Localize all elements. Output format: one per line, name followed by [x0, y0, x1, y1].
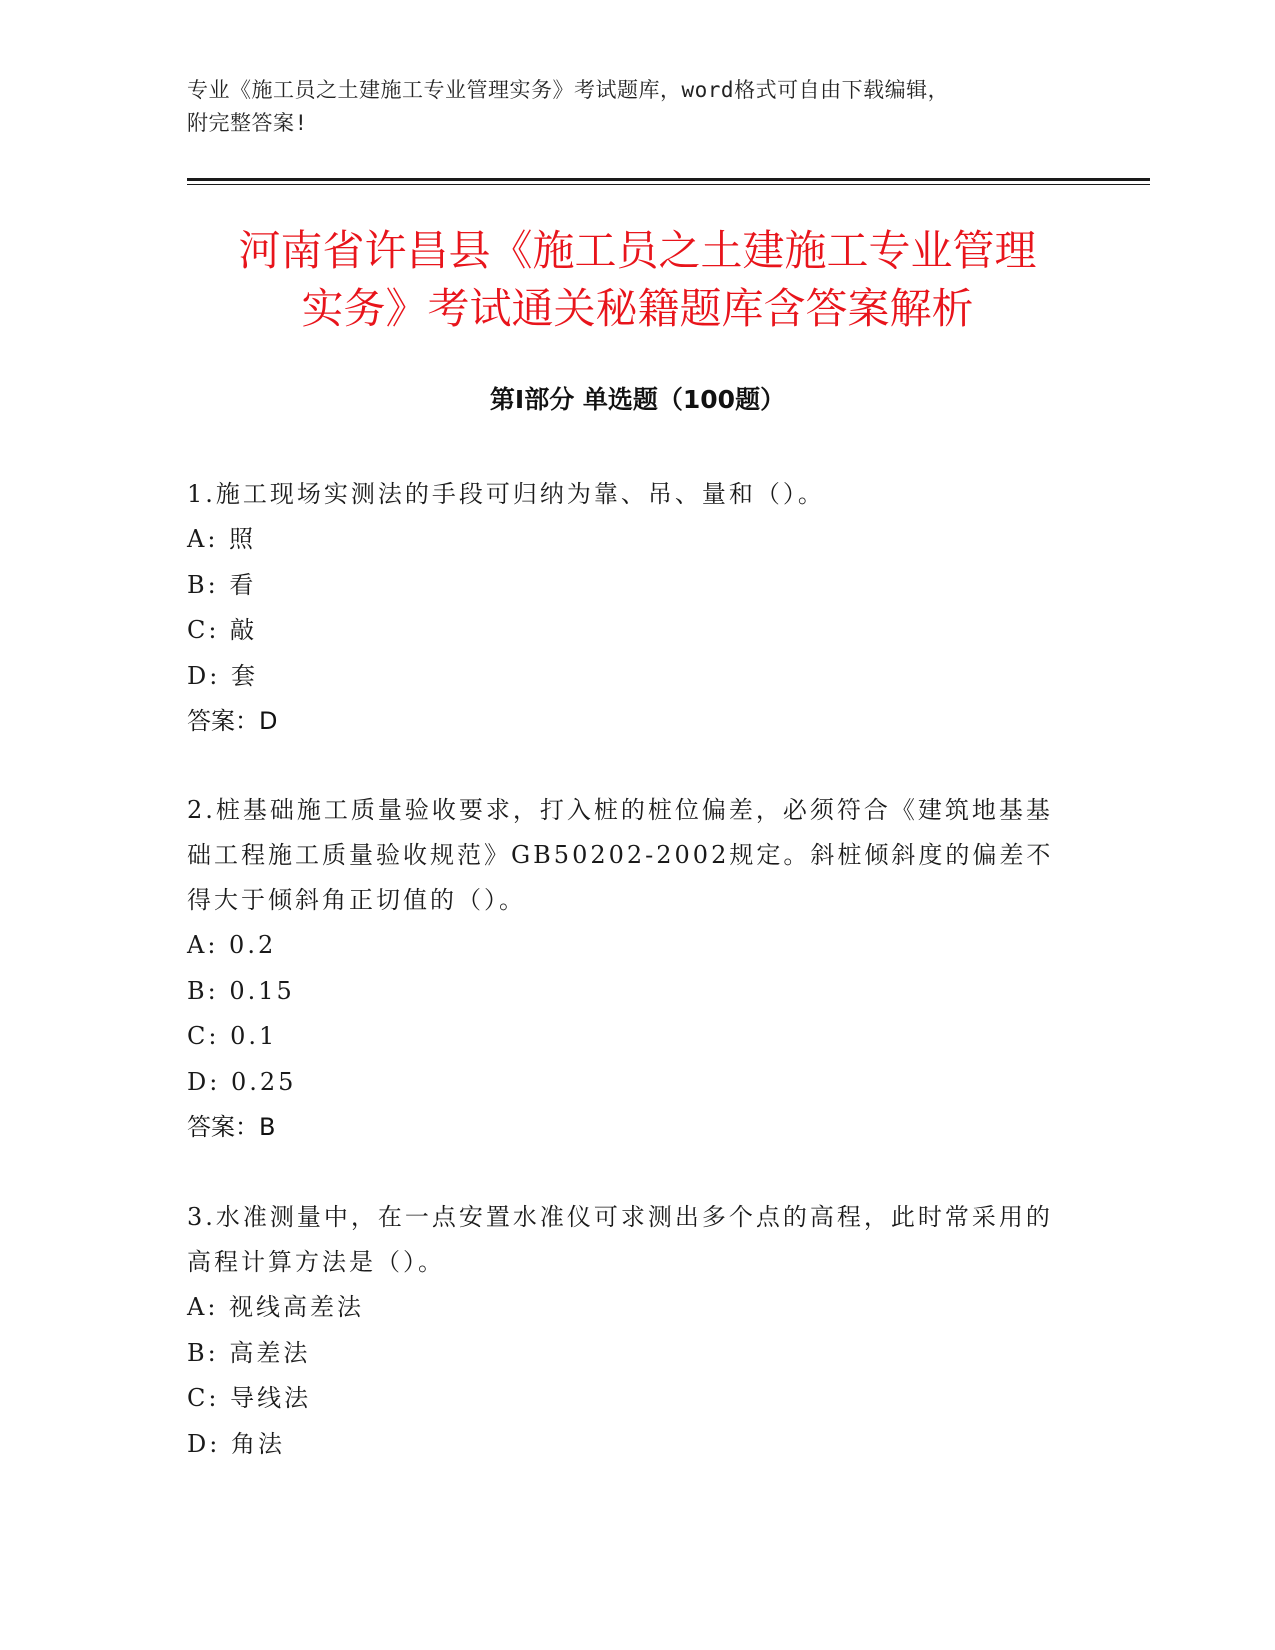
option-d: D: 角法	[187, 1429, 285, 1458]
document-title-line-2: 实务》考试通关秘籍题库含答案解析	[301, 284, 974, 333]
option-c: C: 导线法	[187, 1384, 312, 1412]
header-divider-thin	[187, 184, 1150, 185]
option-c: C: 0.1	[187, 1022, 278, 1050]
option-a: A: 照	[187, 525, 257, 553]
option-d: D: 套	[187, 661, 258, 690]
question-stem: 3.水准测量中，在一点安置水准仪可求测出多个点的高程，此时常采用的高程计算方法是（）。	[187, 1203, 1053, 1276]
section-title: 第Ⅰ部分 单选题（100题）	[489, 385, 786, 414]
option-a: A: 视线高差法	[187, 1293, 365, 1321]
header-note	[187, 74, 1067, 140]
question-stem: 2.桩基础施工质量验收要求，打入桩的桩位偏差，必须符合《建筑地基基础工程施工质量验收规范》GB50202-2002规定。斜桩倾斜度的偏差不得大于倾斜角正切值的（）。	[187, 796, 1054, 914]
answer: 答案：D	[187, 707, 278, 735]
header-note-line-1: 专业《施工员之土建施工专业管理实务》考试题库，word格式可自由下载编辑，	[187, 78, 950, 102]
answer: 答案：B	[187, 1113, 276, 1141]
question-1	[187, 472, 1067, 744]
question-2	[187, 788, 1067, 1150]
question-stem: 1.施工现场实测法的手段可归纳为靠、吊、量和（）。	[187, 480, 825, 508]
option-c: C: 敲	[187, 616, 258, 644]
option-b: B: 0.15	[187, 976, 295, 1005]
document-title	[150, 222, 1125, 338]
header-divider-thick	[187, 178, 1150, 181]
option-a: A: 0.2	[187, 931, 277, 959]
header-note-line-2: 附完整答案!	[187, 111, 308, 135]
option-d: D: 0.25	[187, 1067, 297, 1096]
option-b: B: 高差法	[187, 1338, 311, 1367]
document-title-line-1: 河南省许昌县《施工员之土建施工专业管理	[238, 226, 1037, 275]
question-3	[187, 1195, 1067, 1467]
option-b: B: 看	[187, 570, 257, 599]
